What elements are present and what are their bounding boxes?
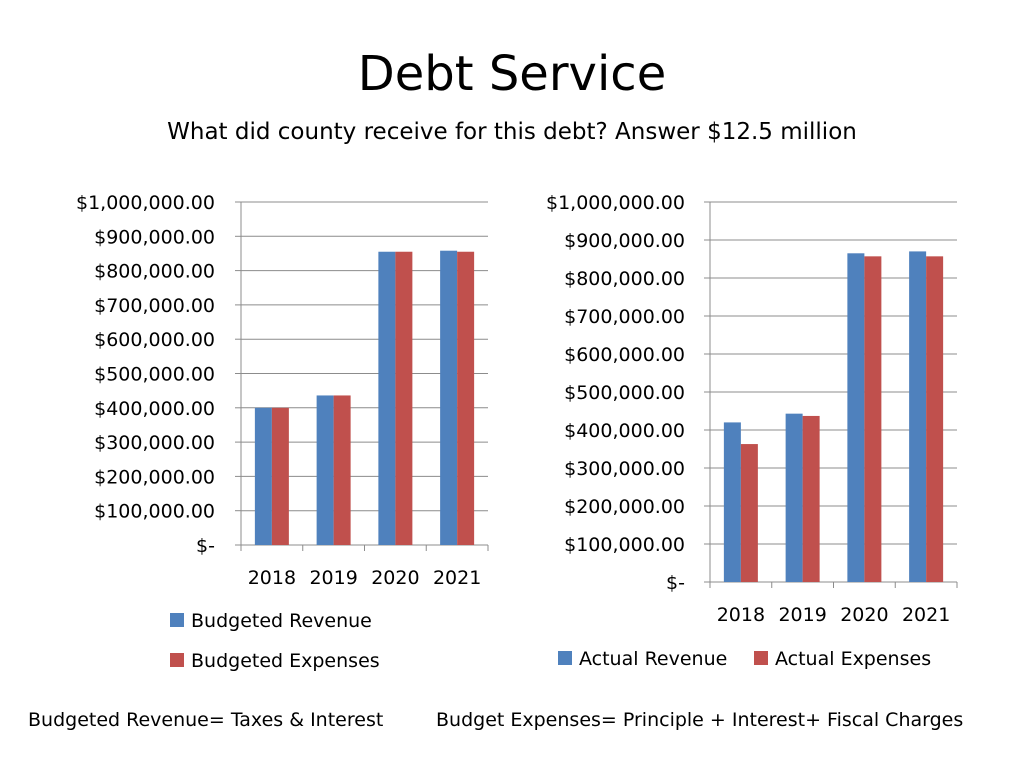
actual-y-tick-label: $600,000.00 bbox=[564, 344, 685, 366]
actual-y-tick-label: $800,000.00 bbox=[564, 268, 685, 290]
actual-bar-actual-revenue-2018 bbox=[724, 422, 741, 582]
actual-y-tick-label: $1,000,000.00 bbox=[545, 192, 685, 214]
actual-bar-actual-revenue-2020 bbox=[847, 253, 864, 582]
budgeted-y-tick-label: $200,000.00 bbox=[94, 466, 215, 489]
budgeted-x-tick-label: 2020 bbox=[371, 567, 420, 589]
actual-x-tick-label: 2018 bbox=[716, 604, 766, 626]
budgeted-y-tick-label: $500,000.00 bbox=[94, 363, 215, 386]
budgeted-y-tick-label: $300,000.00 bbox=[94, 432, 215, 455]
actual-y-tick-label: $900,000.00 bbox=[564, 230, 685, 252]
page-title: Debt Service bbox=[357, 46, 667, 102]
actual-bar-actual-revenue-2021 bbox=[909, 251, 926, 582]
actual-x-tick-label: 2021 bbox=[901, 604, 951, 626]
budgeted-legend-label: Budgeted Revenue bbox=[191, 610, 372, 632]
actual-bar-actual-expenses-2019 bbox=[803, 416, 820, 582]
budgeted-y-tick-label: $800,000.00 bbox=[94, 260, 215, 283]
footnote-budget-expenses: Budget Expenses= Principle + Interest+ Fiscal Charges bbox=[436, 709, 964, 731]
actual-y-tick-label: $400,000.00 bbox=[564, 420, 685, 442]
budgeted-y-tick-label: $400,000.00 bbox=[94, 397, 215, 420]
budgeted-legend-label: Budgeted Expenses bbox=[191, 650, 380, 672]
budgeted-y-tick-label: $- bbox=[196, 535, 215, 557]
budgeted-y-tick-label: $700,000.00 bbox=[94, 294, 215, 317]
footnote-budgeted-revenue: Budgeted Revenue= Taxes & Interest bbox=[28, 709, 384, 731]
actual-y-tick-label: $100,000.00 bbox=[564, 534, 685, 556]
actual-bar-actual-expenses-2020 bbox=[864, 256, 881, 582]
actual-legend-swatch bbox=[558, 651, 572, 665]
actual-y-tick-label: $700,000.00 bbox=[564, 306, 685, 328]
page-subtitle: What did county receive for this debt? Answer $12.5 million bbox=[167, 119, 857, 145]
actual-y-tick-label: $500,000.00 bbox=[564, 382, 685, 404]
actual-legend-label: Actual Revenue bbox=[579, 648, 728, 670]
budgeted-x-tick-label: 2018 bbox=[247, 567, 297, 589]
actual-bar-actual-expenses-2018 bbox=[741, 444, 758, 582]
budgeted-y-tick-label: $1,000,000.00 bbox=[75, 192, 215, 214]
budgeted-x-tick-label: 2021 bbox=[432, 567, 482, 589]
budgeted-y-tick-label: $900,000.00 bbox=[94, 226, 215, 249]
budgeted-x-tick-label: 2019 bbox=[309, 567, 358, 589]
actual-x-tick-label: 2019 bbox=[778, 604, 827, 626]
actual-legend-label: Actual Expenses bbox=[775, 648, 932, 670]
actual-x-tick-label: 2020 bbox=[840, 604, 889, 626]
actual-legend-swatch bbox=[754, 651, 768, 665]
actual-y-tick-label: $300,000.00 bbox=[564, 458, 685, 480]
actual-bar-actual-revenue-2019 bbox=[786, 414, 803, 582]
actual-bar-actual-expenses-2021 bbox=[926, 256, 943, 582]
actual-y-tick-label: $- bbox=[666, 572, 685, 594]
budgeted-y-tick-label: $600,000.00 bbox=[94, 329, 215, 352]
actual-y-tick-label: $200,000.00 bbox=[564, 496, 685, 518]
budgeted-y-tick-label: $100,000.00 bbox=[94, 500, 215, 523]
